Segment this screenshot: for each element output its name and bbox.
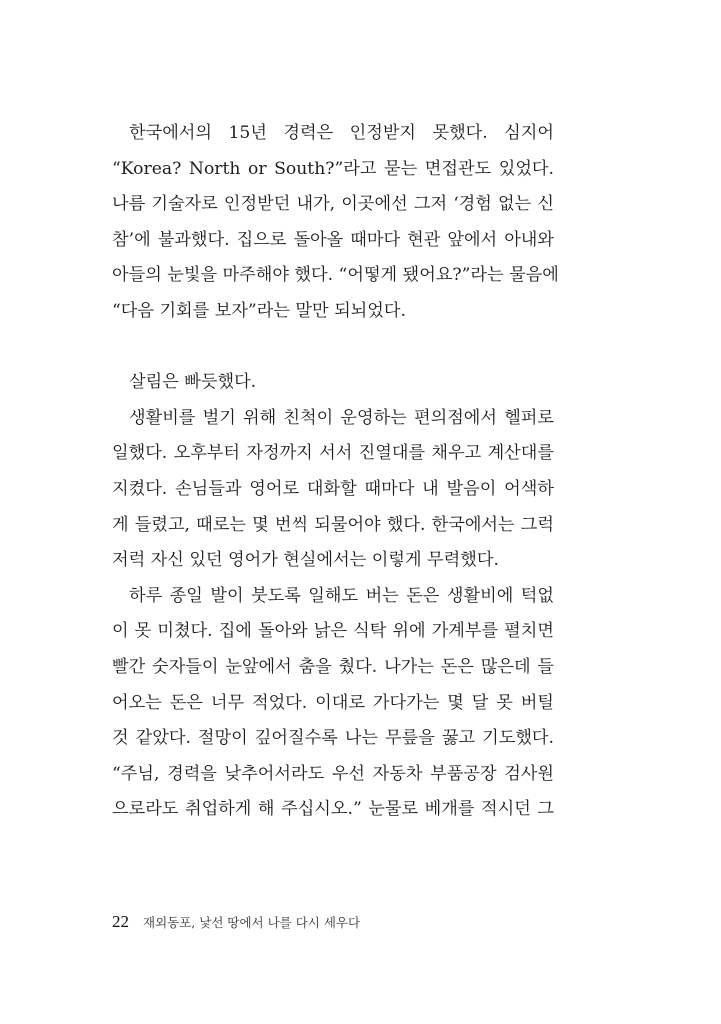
text-line: 살림은 빠듯했다. xyxy=(129,372,257,393)
paragraph xyxy=(112,116,559,330)
body-text xyxy=(112,116,559,828)
text-line: 나름 기술자로 인정받던 내가, 이곳에선 그저 ‘경험 없는 신 xyxy=(112,194,554,215)
text-line: 생활비를 벌기 위해 친척이 운영하는 편의점에서 헬퍼로 xyxy=(129,407,554,428)
page-footer xyxy=(112,912,360,932)
text-line: 저럭 자신 있던 영어가 현실에서는 이렇게 무력했다. xyxy=(112,550,499,571)
text-line: 빨간 숫자들이 눈앞에서 춤을 췄다. 나가는 돈은 많은데 들 xyxy=(112,656,554,677)
text-line: 으로라도 취업하게 해 주십시오.” 눈물로 베개를 적시던 그 xyxy=(112,799,554,820)
running-title: 재외동포, 낯선 땅에서 나를 다시 세우다 xyxy=(143,915,361,930)
text-line: 하루 종일 발이 붓도록 일해도 버는 돈은 생활비에 턱없 xyxy=(129,585,554,606)
text-line: 어오는 돈은 너무 적었다. 이대로 가다가는 몇 달 못 버틸 xyxy=(112,692,554,713)
page-number: 22 xyxy=(112,912,129,931)
text-line: 이 못 미쳤다. 집에 돌아와 낡은 식탁 위에 가계부를 펼치면 xyxy=(112,621,554,642)
text-line: 참’에 불과했다. 집으로 돌아올 때마다 현관 앞에서 아내와 xyxy=(112,229,554,250)
paragraph-gap xyxy=(112,330,554,366)
text-line: 게 들렸고, 때로는 몇 번씩 되물어야 했다. 한국에서는 그럭 xyxy=(112,514,554,535)
text-line: 한국에서의 15년 경력은 인정받지 못했다. 심지어 xyxy=(129,123,554,143)
paragraph xyxy=(112,579,554,828)
text-line: “주님, 경력을 낮추어서라도 우선 자동차 부품공장 검사원 xyxy=(112,763,554,784)
text-line: “다음 기회를 보자”라는 말만 되뇌었다. xyxy=(112,300,406,321)
text-line: 일했다. 오후부터 자정까지 서서 진열대를 채우고 계산대를 xyxy=(112,443,554,464)
text-line: “Korea? North or South?”라고 묻는 면접관도 있었다. xyxy=(112,158,554,179)
text-line: 것 같았다. 절망이 깊어질수록 나는 무릎을 꿇고 기도했다. xyxy=(112,728,554,749)
text-line: 지켰다. 손님들과 영어로 대화할 때마다 내 발음이 어색하 xyxy=(112,478,554,499)
text-line: 아들의 눈빛을 마주해야 했다. “어떻게 됐어요?”라는 물음에 xyxy=(112,265,559,286)
paragraph xyxy=(112,401,554,579)
paragraph xyxy=(112,365,554,401)
